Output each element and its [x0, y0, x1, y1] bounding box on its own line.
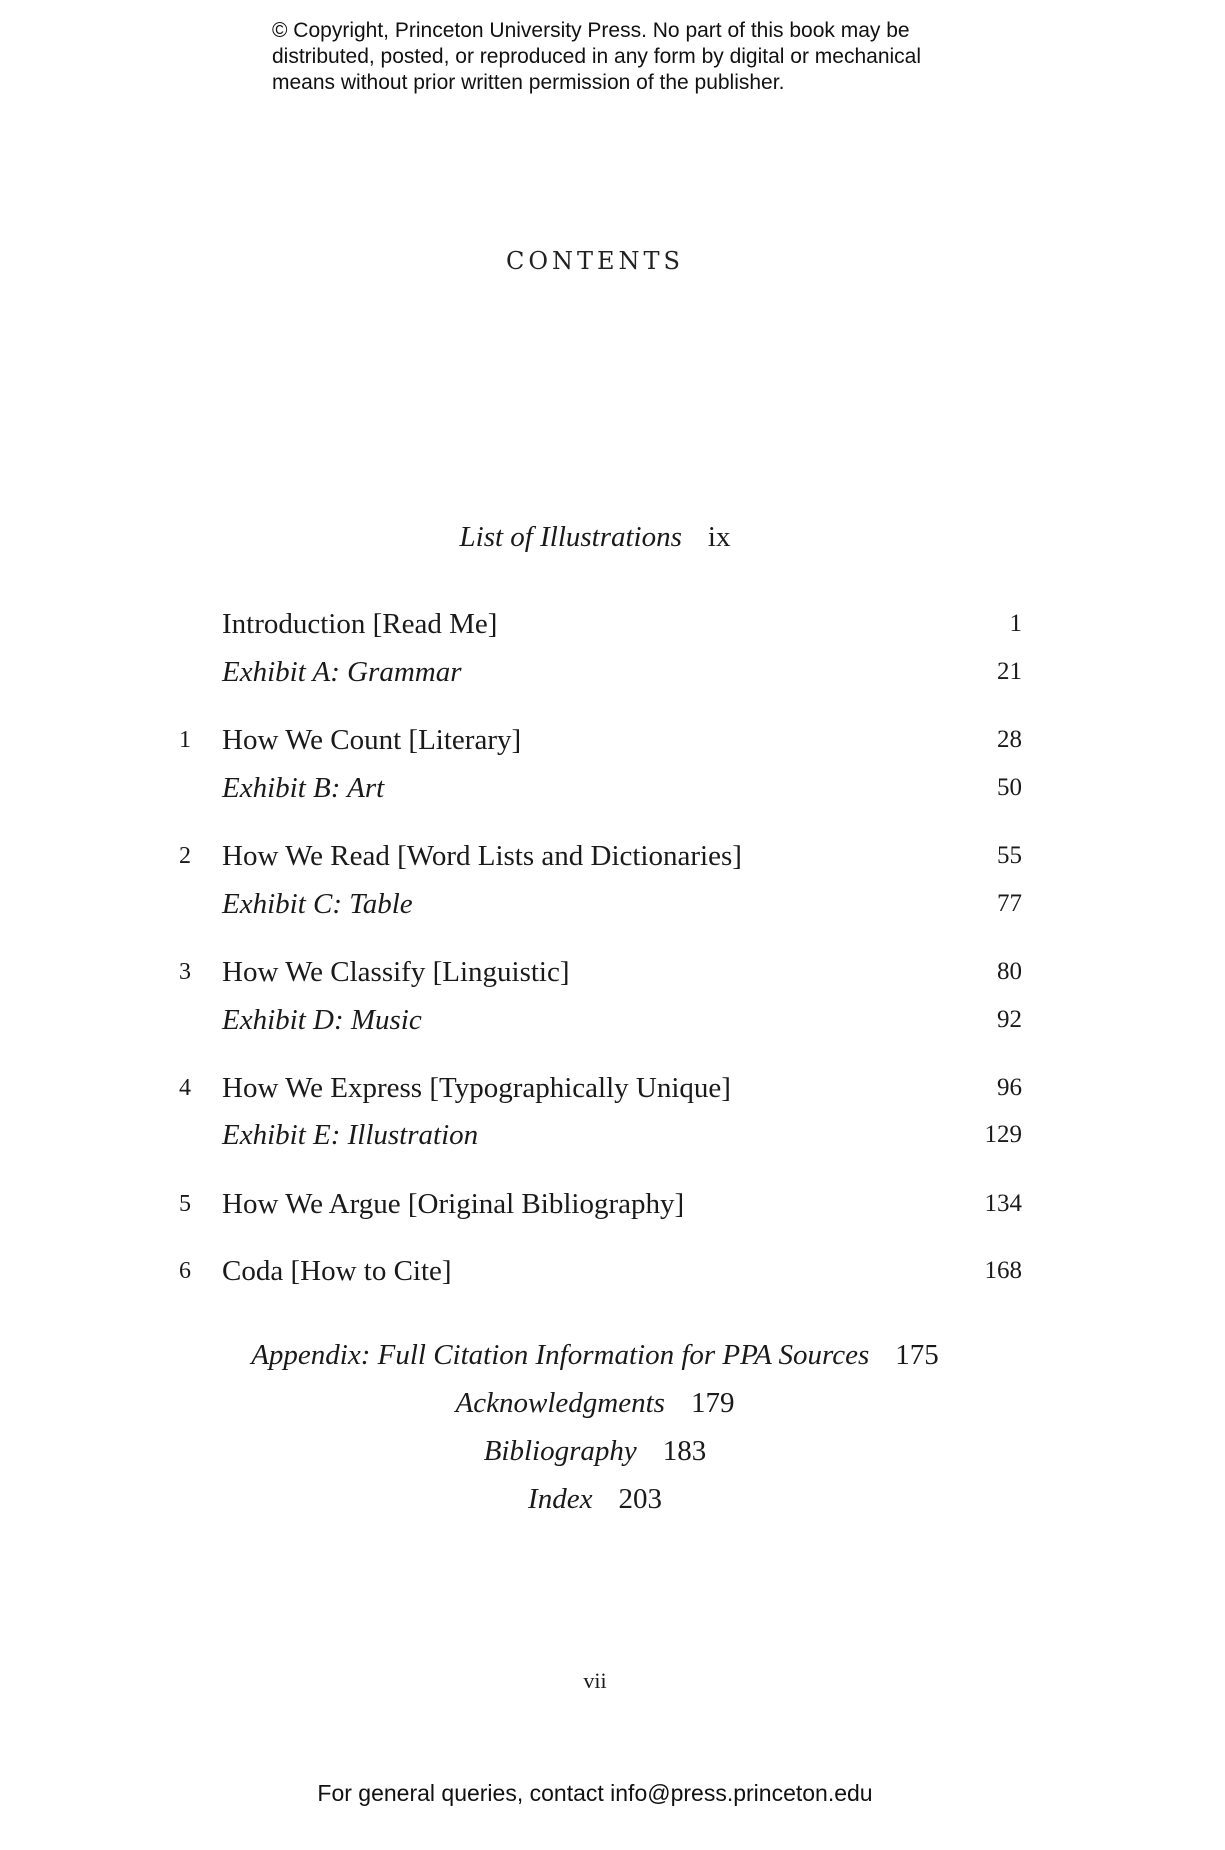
toc-entry — [170, 722, 1022, 758]
toc-entry-title: Exhibit D: Music — [222, 1004, 422, 1036]
toc-entry — [170, 1186, 1022, 1222]
toc-entry-title: Bibliography — [483, 1435, 637, 1467]
toc-exhibit-entry — [170, 1002, 1022, 1038]
toc-entry-title: Index — [528, 1483, 593, 1515]
toc-entry-page: 28 — [997, 726, 1022, 753]
toc-entry — [170, 1253, 1022, 1289]
toc-entry — [170, 606, 1022, 642]
toc-entry-page: 1 — [1009, 610, 1022, 637]
toc-back-matter-entry — [0, 1338, 1190, 1372]
toc-entry-title: How We Classify [Linguistic] — [222, 956, 570, 988]
toc-entry-page: 134 — [984, 1190, 1022, 1217]
toc-entry-title: Exhibit A: Grammar — [222, 656, 462, 688]
toc-entry-title: How We Express [Typographically Unique] — [222, 1072, 731, 1104]
toc-entry — [170, 1070, 1022, 1106]
page-title: CONTENTS — [505, 247, 684, 275]
toc-entry-title: How We Read [Word Lists and Dictionaries] — [222, 840, 742, 872]
toc-entry-page: 92 — [997, 1006, 1022, 1033]
toc-entry-page: 183 — [662, 1435, 707, 1467]
toc-back-matter-entry — [0, 1434, 1190, 1468]
toc-exhibit-entry — [170, 886, 1022, 922]
toc-entry-page: 203 — [618, 1483, 662, 1515]
toc-entry-title: Coda [How to Cite] — [222, 1255, 452, 1287]
chapter-number: 6 — [179, 1258, 191, 1284]
toc-entry-page: 168 — [984, 1257, 1022, 1284]
toc-exhibit-entry — [170, 654, 1022, 690]
toc-exhibit-entry — [170, 1117, 1022, 1153]
chapter-number: 3 — [179, 959, 191, 985]
copyright-line: © Copyright, Princeton University Press. No part of this book may be — [272, 19, 910, 42]
toc-entry-page: ix — [707, 521, 731, 553]
toc-entry-page: 129 — [984, 1121, 1022, 1148]
toc-entry-title: Acknowledgments — [455, 1387, 665, 1419]
toc-entry-title: Exhibit C: Table — [222, 888, 413, 920]
toc-entry-page: 175 — [895, 1339, 939, 1371]
copyright-line: means without prior written permission of the publisher. — [272, 71, 785, 94]
chapter-number: 5 — [179, 1191, 191, 1217]
chapter-number: 4 — [179, 1075, 191, 1101]
toc-entry-page: 179 — [690, 1387, 735, 1419]
toc-front-matter-entry — [0, 520, 1190, 554]
toc-entry-page: 80 — [997, 958, 1022, 985]
toc-entry-title: List of Illustrations — [459, 521, 682, 553]
toc-back-matter-entry — [0, 1482, 1190, 1516]
toc-entry-page: 96 — [997, 1074, 1022, 1101]
toc-entry-page: 77 — [997, 890, 1022, 917]
toc-entry — [170, 954, 1022, 990]
toc-entry-title: How We Argue [Original Bibliography] — [222, 1188, 685, 1220]
page-number: vii — [583, 1668, 607, 1693]
toc-entry-title: Introduction [Read Me] — [222, 608, 498, 640]
toc-entry-page: 55 — [997, 842, 1022, 869]
chapter-number: 1 — [179, 727, 191, 753]
toc-back-matter-entry — [0, 1386, 1190, 1420]
toc-entry-page: 21 — [997, 658, 1022, 685]
toc-entry-title: Exhibit E: Illustration — [222, 1119, 479, 1151]
contact-footer: For general queries, contact info@press.princeton.edu — [317, 1780, 873, 1806]
toc-entry — [170, 838, 1022, 874]
toc-entry-page: 50 — [997, 774, 1022, 801]
chapter-number: 2 — [179, 843, 191, 869]
copyright-notice — [272, 18, 992, 96]
toc-entry-title: How We Count [Literary] — [222, 724, 522, 756]
toc-exhibit-entry — [170, 770, 1022, 806]
copyright-line: distributed, posted, or reproduced in any form by digital or mechanical — [272, 45, 922, 68]
toc-entry-title: Exhibit B: Art — [222, 772, 385, 804]
toc-entry-title: Appendix: Full Citation Information for PPA Sources — [251, 1339, 870, 1371]
